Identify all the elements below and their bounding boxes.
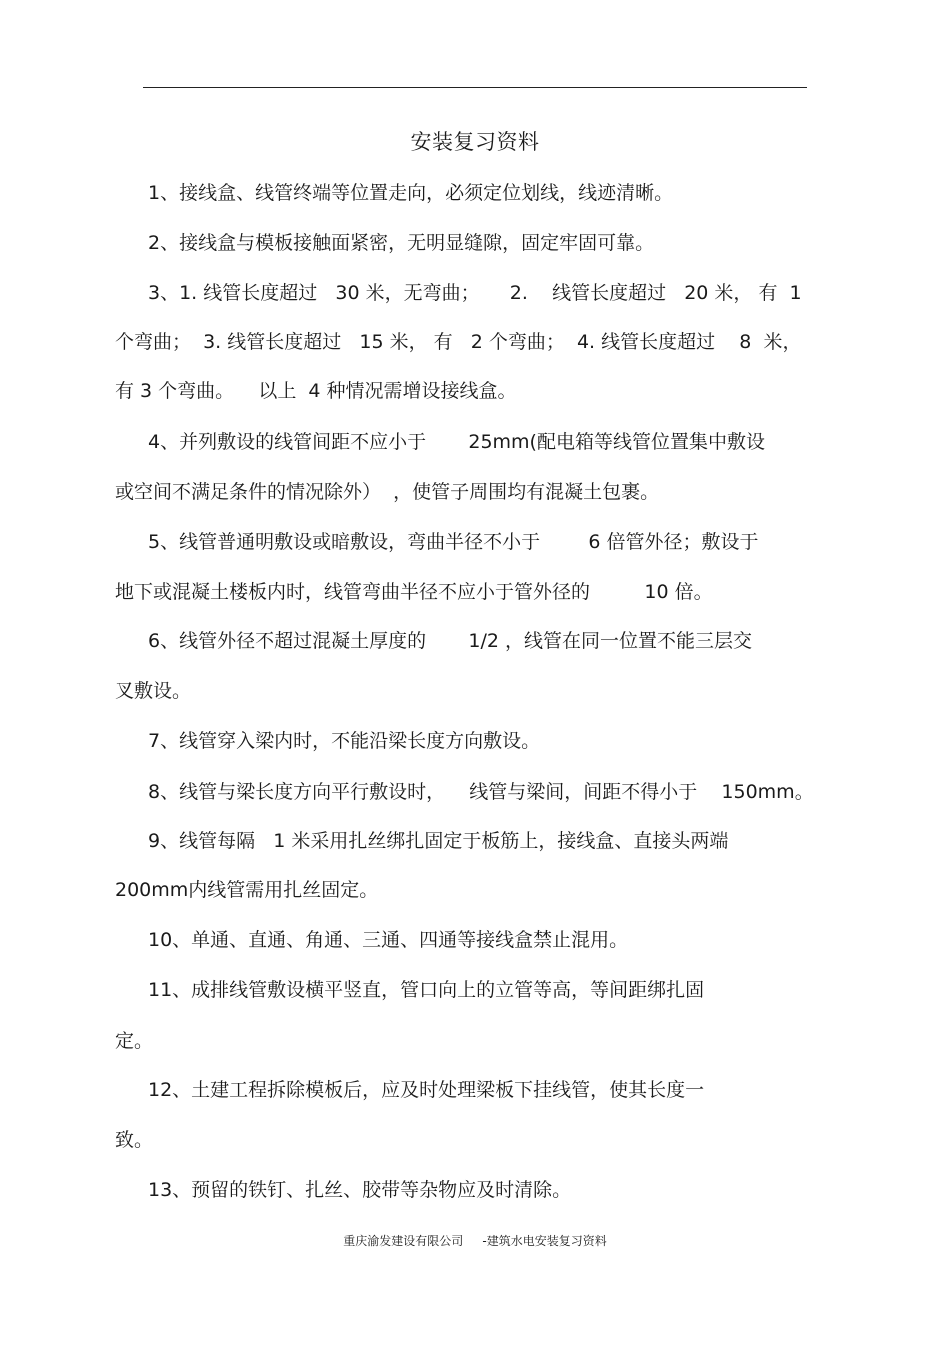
text-line: 致。	[115, 1129, 154, 1151]
page-title: 安装复习资料	[410, 130, 540, 154]
text-line: 叉敷设。	[115, 680, 192, 702]
text-line: 2、接线盒与模板接触面紧密，无明显缝隙，固定牢固可靠。	[148, 232, 655, 254]
text-line: 13、预留的铁钉、扎丝、胶带等杂物应及时清除。	[148, 1179, 572, 1201]
text-line: 9、线管每隔 1 米采用扎丝绑扎固定于板筋上，接线盒、直接头两端	[148, 830, 729, 852]
header-rule	[143, 87, 807, 88]
text-line: 3、1. 线管长度超过 30 米，无弯曲； 2. 线管长度超过 20 米， 有 1	[148, 282, 802, 304]
text-line: 或空间不满足条件的情况除外） ，使管子周围均有混凝土包裹。	[115, 481, 660, 503]
text-line: 11、成排线管敷设横平竖直，管口向上的立管等高，等间距绑扎固	[148, 979, 705, 1001]
text-line: 5、线管普通明敷设或暗敷设，弯曲半径不小于 6 倍管外径；敷设于	[148, 531, 759, 553]
text-line: 1、接线盒、线管终端等位置走向，必须定位划线，线迹清晰。	[148, 182, 674, 204]
text-line: 200mm内线管需用扎丝固定。	[115, 879, 379, 901]
text-line: 8、线管与梁长度方向平行敷设时， 线管与梁间，间距不得小于 150mm。	[148, 781, 814, 803]
text-line: 6、线管外径不超过混凝土厚度的 1/2 ，线管在同一位置不能三层交	[148, 630, 752, 652]
text-line: 个弯曲； 3. 线管长度超过 15 米， 有 2 个弯曲； 4. 线管长度超过 8 米，	[115, 331, 802, 353]
text-line: 有 3 个弯曲。 以上 4 种情况需增设接线盒。	[115, 380, 517, 402]
text-line: 定。	[115, 1030, 154, 1052]
text-line: 地下或混凝土楼板内时，线管弯曲半径不应小于管外径的 10 倍。	[115, 581, 713, 603]
text-line: 7、线管穿入梁内时，不能沿梁长度方向敷设。	[148, 730, 541, 752]
text-line: 4、并列敷设的线管间距不应小于 25mm(配电箱等线管位置集中敷设	[148, 431, 765, 453]
text-line: 10、单通、直通、角通、三通、四通等接线盒禁止混用。	[148, 929, 629, 951]
page-footer: 重庆渝发建设有限公司 -建筑水电安装复习资料	[343, 1234, 607, 1248]
text-line: 12、土建工程拆除模板后，应及时处理梁板下挂线管，使其长度一	[148, 1079, 705, 1101]
